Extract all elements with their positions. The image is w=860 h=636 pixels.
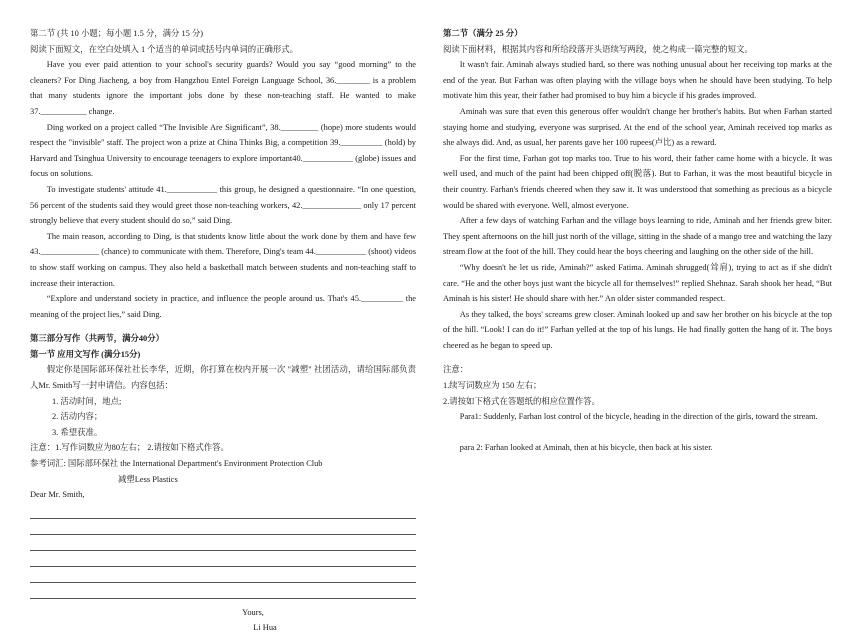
task-item: 3. 希望获准。 [52, 427, 103, 437]
continuation-instructions: 阅读下面材料，根据其内容和所给段落开头语续写两段，使之构成一篇完整的短文。 [443, 44, 753, 54]
letter-closing: Yours, [242, 607, 264, 617]
answer-line[interactable] [30, 567, 416, 583]
para1-prompt: Para1: Suddenly, Farhan lost control of the bicycle, heading in the direction of the girls, toward the stream. [459, 412, 818, 422]
story-paragraph: For the first time, Farhan got top marks too. True to his word, their father came home with a bicycle. It was well used, and much of the paint had been chipped off(脱落). But to Farhan, it was the most beautiful bicycle in their country. Farhan's friends cheered when they saw it. It was understood that something as precious as a bicycle would be shared with everyone. Well, almost everyone. [443, 153, 832, 210]
passage-paragraph: Ding worked on a project called “The Invisible Are Significant”, 38._________ (hope) more students would respect the "invisible" staff. The project won a prize at China Thinks Big, a competition 39.__________ (hold) by Harvard and Tsinghua University to encourage teenagers to explore important40.____________ (globe) issues and focus on solutions. [30, 122, 416, 179]
story-paragraph: As they talked, the boys' screams grew closer. Aminah looked up and saw her brother on his bicycle at the top of the hill. “Look! I can do it!” Farhan yelled at the top of his lungs. He had finally gotten the hang of it. The boys cheered as he began to speed up. [443, 309, 832, 350]
passage-paragraph: Have you ever paid attention to your school's security guards? Would you say “good morning” to the cleaners? For Ding Jiacheng, a boy from Hangzhou Entel Foreign Language School, 36.________ is a problem that many students ignore the important jobs done by these non-teaching staff. He wanted to make 37.___________ change. [30, 60, 416, 116]
section2-instructions: 阅读下面短文，在空白处填入 1 个适当的单词或括号内单词的正确形式。 [30, 44, 298, 54]
passage-paragraph: The main reason, according to Ding, is that students know little about the work done by them and have few 43.______________ (chance) to communicate with them. Therefore, Ding's team 44.____________ (shoot) videos to show staff working on campus. They also held a basketball match between students and non-teaching staff to increase their interaction. [30, 231, 416, 288]
task-item: 1. 活动时间，地点; [52, 396, 122, 406]
writing-notes: 注意：1.写作词数应为80左右； 2.请按如下格式作答。 [30, 443, 229, 453]
vocab-line: 参考词汇: 国际部环保社 the International Department's Environment Protection Club [30, 459, 323, 469]
left-column [30, 26, 416, 636]
answer-line[interactable] [30, 519, 416, 535]
passage-paragraph: To investigate students' attitude 41.____________ this group, he designed a questionnaire. “In one question, 56 percent of the students said they would greet those non-teaching workers, 42.______________ only 17 percent strongly believe that every student should do so,” said Ding. [30, 184, 416, 226]
story-paragraph: “Why doesn't he let us ride, Aminah?” asked Fatima. Aminah shrugged(耸肩), trying to act as if she didn't care. “He and the other boys just want the bicycle all for themselves!” replied Shehnaz. Sarah shook her head, “But Aminah is his sister! He should share with her.” An older sister commanded respect. [443, 262, 832, 304]
para2-prompt: para 2: Farhan looked at Aminah, then at his bicycle, then back at his sister. [459, 442, 713, 452]
continuation-title: 第二节（满分 25 分） [443, 29, 523, 38]
notes-title: 注意： [443, 365, 469, 375]
letter-signature: Li Hua [253, 623, 277, 633]
story-paragraph: It wasn't fair. Aminah always studied hard, so there was nothing unusual about her receiving top marks at the end of the year. But Farhan was often playing with the village boys when he should have been studying. To help motivate him this year, their father had promised to buy him a bicycle if his grades improved. [443, 60, 832, 101]
answer-line[interactable] [30, 535, 416, 551]
section2-title: 第二节 (共 10 小题；每小题 1.5 分，满分 15 分) [30, 29, 204, 38]
story-paragraph: Aminah was sure that even this generous offer wouldn't change her brother's habits. But when Farhan started staying home and studying, everyone was surprised. At the end of the school year, Aminah received top marks as she always did. And, as usual, her parents gave her 100 rupees(卢比) as a reward. [443, 106, 832, 148]
passage-paragraph: “Explore and understand society in practice, and influence the people around us. That's 45.__________ the meaning of the project lies,” said Ding. [30, 294, 416, 319]
answer-line[interactable] [30, 583, 416, 599]
note-item: 2.请按如下格式在答题纸的相应位置作答。 [443, 396, 601, 406]
story-paragraph: After a few days of watching Farhan and the village boys learning to ride, Aminah and her friends grew biter. They spent afternoons on the hill just north of the village, sitting in the shade of a mango tree and watching the lazy stream flow at the foot of the hill. They could hear the boys cheering and laughing on the other side of the hill. [443, 216, 832, 257]
letter-salutation: Dear Mr. Smith, [30, 490, 85, 500]
vocab-line: 减塑Less Plastics [118, 474, 178, 484]
answer-line[interactable] [30, 551, 416, 567]
note-item: 1.续写词数应为 150 左右； [443, 381, 542, 391]
task-description: 假定你是国际部环保社社长李华，近期，你打算在校内开展一次 "减塑" 社团活动，请给国际部负责人Mr. Smith写一封申请信。内容包括： [30, 365, 416, 391]
task-item: 2. 活动内容； [52, 412, 103, 422]
section1-title: 第一节 应用文写作 (满分15分) [30, 349, 141, 359]
part3-title: 第三部分写作（共两节，满分40分） [30, 334, 164, 344]
right-column [443, 26, 832, 455]
answer-line[interactable] [30, 503, 416, 519]
